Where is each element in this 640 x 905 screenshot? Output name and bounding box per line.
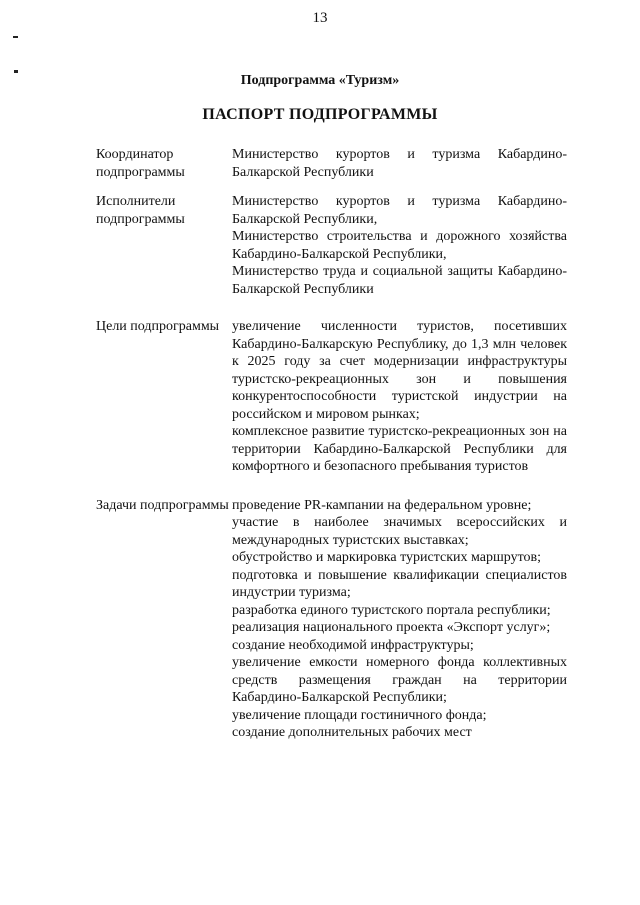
row-goals: [96, 318, 568, 476]
passport-title: ПАСПОРТ ПОДПРОГРАММЫ: [202, 106, 438, 123]
content-paragraph: увеличение площади гостиничного фонда;: [232, 707, 487, 723]
row-content: [232, 146, 567, 181]
content-paragraph: разработка единого туристского портала республики;: [232, 602, 551, 618]
content-paragraph: создание необходимой инфраструктуры;: [232, 637, 474, 653]
content-paragraph: Министерство курортов и туризма Кабардино-Балкарской Республики: [232, 147, 567, 180]
page-number: 13: [312, 10, 328, 26]
row-executors: [96, 193, 568, 298]
content-paragraph: Министерство курортов и туризма Кабардино-Балкарской Республики,: [232, 194, 567, 227]
passport-table: [96, 146, 568, 742]
content-paragraph: увеличение численности туристов, посетивших Кабардино-Балкарскую Республику, до 1,3 млн человек к 2025 году за счет модернизации инфраструктуры туристско-рекреационных зон и повышения конкурентоспособности туристской индустрии на российском и мировом рынках;: [232, 319, 567, 422]
row-coordinator: [96, 146, 568, 181]
content-paragraph: реализация национального проекта «Экспорт услуг»;: [232, 620, 551, 635]
row-label: Координатор подпрограммы: [96, 147, 185, 180]
content-paragraph: подготовка и повышение квалификации специалистов индустрии туризма;: [232, 567, 567, 600]
row-label: Задачи подпрограммы: [96, 497, 229, 513]
content-paragraph: участие в наиболее значимых всероссийских и международных туристских выставках;: [232, 515, 567, 548]
content-paragraph: Министерство строительства и дорожного хозяйства Кабардино-Балкарской Республики,: [232, 229, 567, 262]
content-paragraph: обустройство и маркировка туристских маршрутов;: [232, 550, 542, 565]
row-content: [232, 193, 567, 298]
subprogram-title: Подпрограмма «Туризм»: [240, 73, 400, 88]
content-paragraph: увеличение емкости номерного фонда коллективных средств размещения граждан на территории Кабардино-Балкарской Республики;: [232, 655, 567, 705]
content-paragraph: комплексное развитие туристско-рекреационных зон на территории Кабардино-Балкарской Республики для комфортного и безопасного пребывания туристов: [232, 424, 567, 474]
content-paragraph: Министерство труда и социальной защиты Кабардино-Балкарской Республики: [232, 264, 567, 297]
row-label: Цели подпрограммы: [96, 319, 220, 334]
content-paragraph: создание дополнительных рабочих мест: [232, 725, 472, 740]
row-content: [232, 318, 567, 476]
row-content: [232, 497, 567, 742]
content-paragraph: проведение PR-кампании на федеральном уровне;: [232, 497, 532, 513]
row-tasks: [96, 497, 568, 742]
scan-mark: [13, 36, 18, 38]
row-label: Исполнители подпрограммы: [96, 194, 185, 227]
